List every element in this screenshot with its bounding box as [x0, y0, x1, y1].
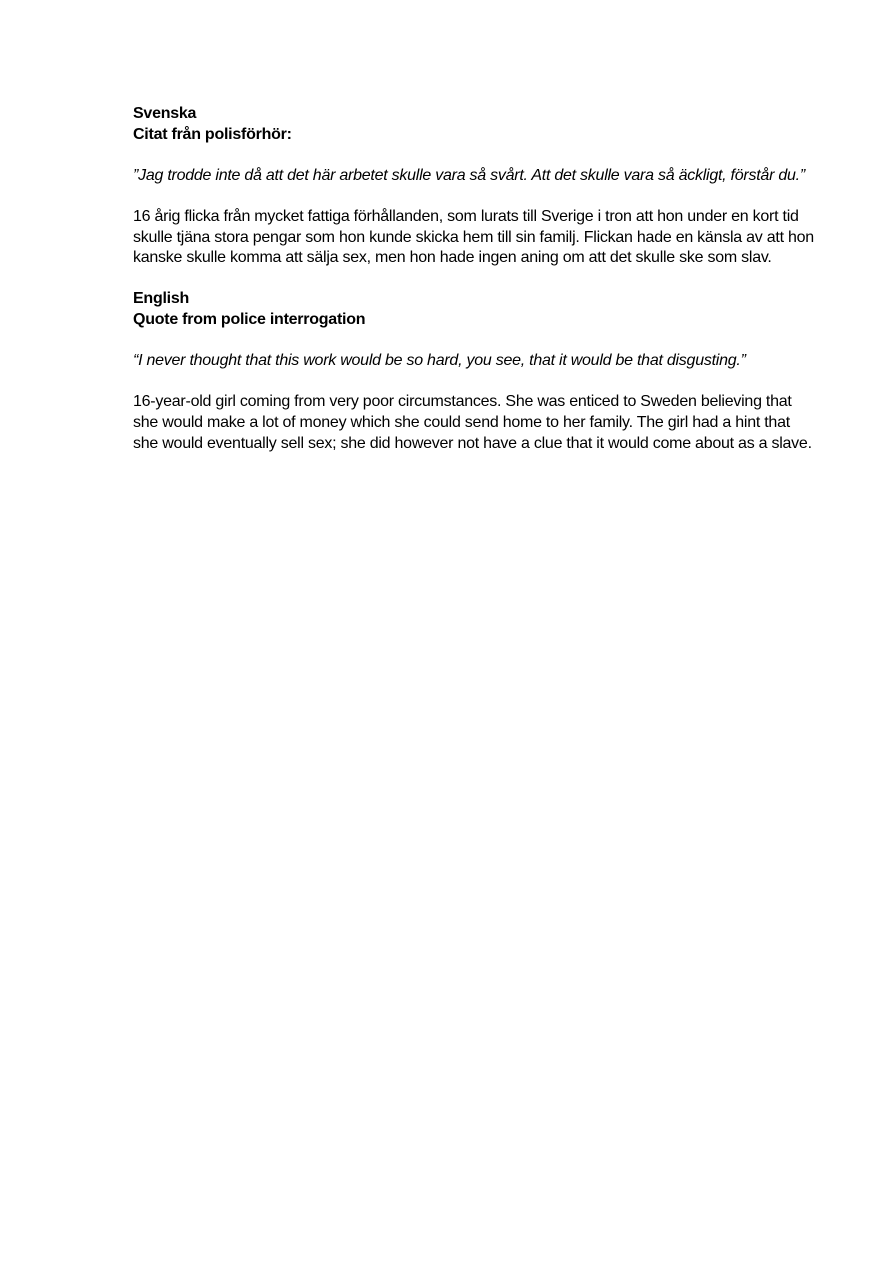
- english-body: [133, 392, 812, 454]
- english-quote: “I never thought that this work would be so hard, you see, that it would be that disgusting.”: [133, 352, 746, 370]
- english-language-label: English: [133, 290, 190, 308]
- swedish-quote: ”Jag trodde inte då att det här arbetet skulle vara så svårt. Att det skulle vara så äckligt, förstår du.”: [133, 166, 805, 184]
- english-section: [133, 289, 812, 454]
- spacer: [133, 269, 793, 290]
- english-subtitle: Quote from police interrogation: [133, 310, 366, 328]
- spacer: [133, 186, 793, 207]
- swedish-language-label: Svenska: [133, 105, 197, 122]
- document-page: [133, 104, 814, 454]
- spacer: [133, 331, 793, 352]
- swedish-body-line: skulle tjäna stora pengar som hon kunde skicka hem till sin familj. Flickan hade en känsla av att hon: [133, 228, 814, 246]
- swedish-section: [133, 104, 814, 269]
- english-body-line: she would eventually sell sex; she did however not have a clue that it would come about as a slave.: [133, 434, 812, 452]
- swedish-body-line: kanske skulle komma att sälja sex, men hon hade ingen aning om att det skulle ske som slav.: [133, 249, 772, 267]
- swedish-subtitle: Citat från polisförhör:: [133, 125, 292, 143]
- english-body-line: 16-year-old girl coming from very poor circumstances. She was enticed to Sweden believing that: [133, 393, 792, 411]
- spacer: [133, 372, 793, 393]
- spacer: [133, 145, 793, 166]
- english-body-line: she would make a lot of money which she could send home to her family. The girl had a hint that: [133, 413, 790, 431]
- swedish-body-line: 16 årig flicka från mycket fattiga förhållanden, som lurats till Sverige i tron att hon under en kort tid: [133, 207, 799, 225]
- swedish-body: [133, 207, 814, 269]
